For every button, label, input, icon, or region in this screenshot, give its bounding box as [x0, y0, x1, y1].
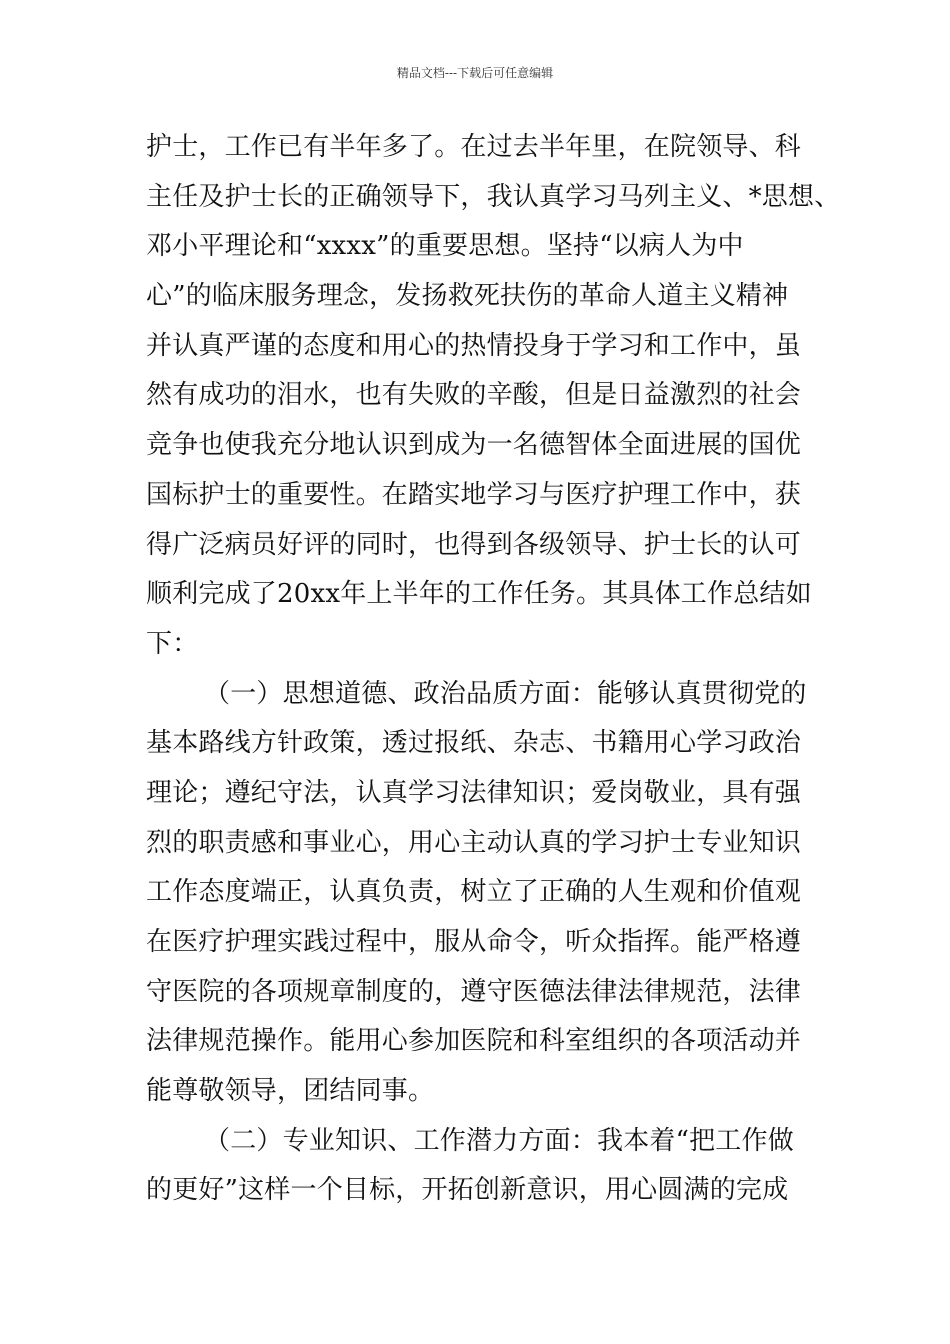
text-line: 心”的临床服务理念，发扬救死扶伤的革命人道主义精神 [146, 281, 789, 312]
text-line: 基本路线方针政策，透过报纸、杂志、书籍用心学习政治 [146, 728, 802, 759]
text-line: 并认真严谨的态度和用心的热情投身于学习和工作中，虽 [146, 330, 802, 361]
text-line: 能尊敬领导，团结同事。 [146, 1076, 435, 1107]
paragraph-start-line: （一）思想道德、政治品质方面：能够认真贯彻党的 [204, 678, 807, 709]
text-line: 烈的职责感和事业心，用心主动认真的学习护士专业知识 [146, 827, 802, 858]
text-line: 守医院的各项规章制度的，遵守医德法律法律规范，法律 [146, 976, 802, 1007]
text-line: 邓小平理论和“xxxx”的重要思想。坚持“以病人为中 [146, 231, 744, 262]
text-line: 竞争也使我充分地认识到成为一名德智体全面进展的国优 [146, 430, 802, 461]
text-line: 的更好”这样一个目标，开拓创新意识，用心圆满的完成 [146, 1175, 789, 1206]
text-line: 护士，工作已有半年多了。在过去半年里，在院领导、科 [146, 132, 802, 162]
text-line: 工作态度端正，认真负责，树立了正确的人生观和价值观 [146, 877, 802, 908]
text-line: 得广泛病员好评的同时，也得到各级领导、护士长的认可 [146, 529, 802, 560]
text-line: 然有成功的泪水，也有失败的辛酸，但是日益激烈的社会 [146, 380, 802, 411]
text-line: 主任及护士长的正确领导下，我认真学习马列主义、*思想、 [146, 181, 841, 212]
page-header: 精品文档---下载后可任意编辑 [396, 66, 554, 80]
text-line: 顺利完成了20xx年上半年的工作任务。其具体工作总结如 [146, 579, 812, 610]
document-body [146, 123, 841, 1216]
text-line: 国标护士的重要性。在踏实地学习与医疗护理工作中，获 [146, 479, 802, 510]
text-line: 理论；遵纪守法，认真学习法律知识；爱岗敬业，具有强 [146, 777, 802, 808]
text-line: 下： [146, 628, 199, 659]
paragraph-start-line: （二）专业知识、工作潜力方面：我本着“把工作做 [204, 1125, 794, 1156]
text-line: 在医疗护理实践过程中，服从命令，听众指挥。能严格遵 [146, 927, 802, 957]
text-line: 法律规范操作。能用心参加医院和科室组织的各项活动并 [146, 1026, 802, 1057]
